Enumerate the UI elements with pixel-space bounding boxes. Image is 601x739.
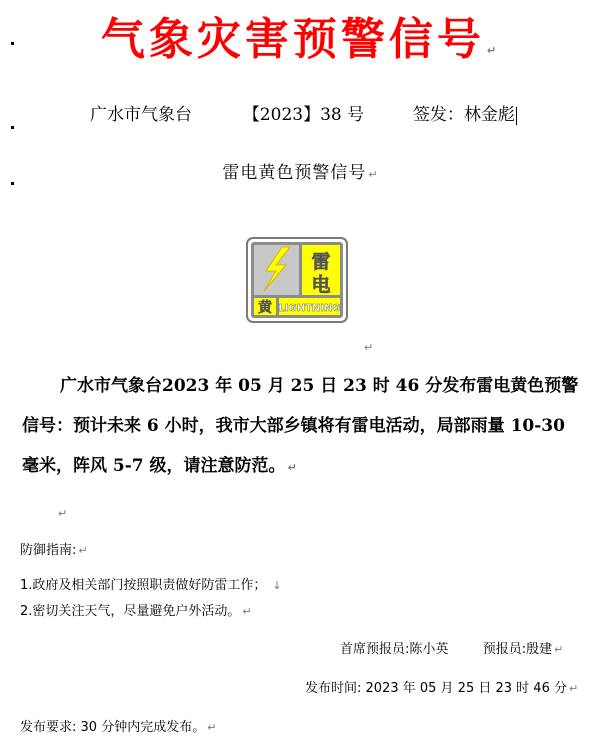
icon-text-lightning: LIGHTNING: [278, 303, 341, 314]
icon-char-huang: 黄: [258, 300, 272, 316]
forecasters-line: [340, 638, 563, 657]
paragraph-mark-icon: ↵: [78, 544, 88, 557]
text-cursor: [516, 107, 517, 125]
document-number: 【2023】38 号: [242, 105, 365, 125]
lightning-yellow-warning-icon: [246, 237, 348, 323]
paragraph-mark-icon: ↵: [364, 341, 374, 354]
line-break-icon: ↓: [272, 579, 282, 592]
chief-forecaster-label: 首席预报员:: [340, 642, 410, 657]
signer-name: 林金彪: [463, 105, 515, 125]
signer-label: 签发：: [412, 105, 464, 125]
paragraph-mark-icon: ↵: [287, 461, 297, 474]
empty-paragraph: [362, 336, 373, 355]
paragraph-mark-icon: ↵: [568, 682, 579, 695]
defense-guide-label: 防御指南: ↵: [20, 543, 88, 558]
chief-forecaster-name: 陈小英: [409, 642, 449, 657]
empty-paragraph: [56, 502, 67, 521]
signal-name: 雷电黄色预警信号 ↵: [222, 163, 379, 183]
paragraph-mark-icon: ↵: [554, 643, 564, 656]
icon-char-lei: 雷: [311, 251, 331, 273]
guide-item-1: 1.政府及相关部门按照职责做好防雷工作； ↓: [20, 578, 282, 593]
paragraph-mark-icon: ↵: [486, 44, 501, 57]
release-requirement-label: 发布要求:: [20, 720, 77, 735]
paragraph-mark-icon: ↵: [58, 507, 68, 520]
forecaster-label: 预报员:: [482, 642, 527, 657]
release-requirement-value: 30 分钟内完成发布。: [80, 720, 206, 735]
release-requirement-line: [20, 716, 216, 735]
warning-body-paragraph: 广水市气象台2023 年 05 月 25 日 23 时 46 分发布雷电黄色预警信号：预计未来 6 小时，我市大部乡镇将有雷电活动，局部雨量 10-30 毫米，阵风 5-7 级，请注意防范。 ↵: [22, 376, 579, 476]
guide-item-2: 2.密切关注天气，尽量避免户外活动。 ↵: [20, 604, 252, 619]
paragraph-marker: [11, 126, 14, 129]
paragraph-mark-icon: ↵: [207, 721, 217, 734]
release-time-label: 发布时间:: [305, 681, 362, 696]
issuing-office: 广水市气象台: [90, 105, 192, 125]
release-time-value: 2023 年 05 月 25 日 23 时 46 分: [365, 681, 567, 696]
release-time-line: [305, 677, 578, 696]
forecaster-name: 殷建: [526, 642, 553, 657]
document-meta-line: [90, 100, 517, 125]
paragraph-mark-icon: ↵: [368, 168, 379, 181]
paragraph-mark-icon: ↵: [242, 605, 252, 618]
icon-char-dian: 电: [311, 274, 331, 296]
document-title: 气象灾害预警信号 ↵: [100, 14, 501, 65]
